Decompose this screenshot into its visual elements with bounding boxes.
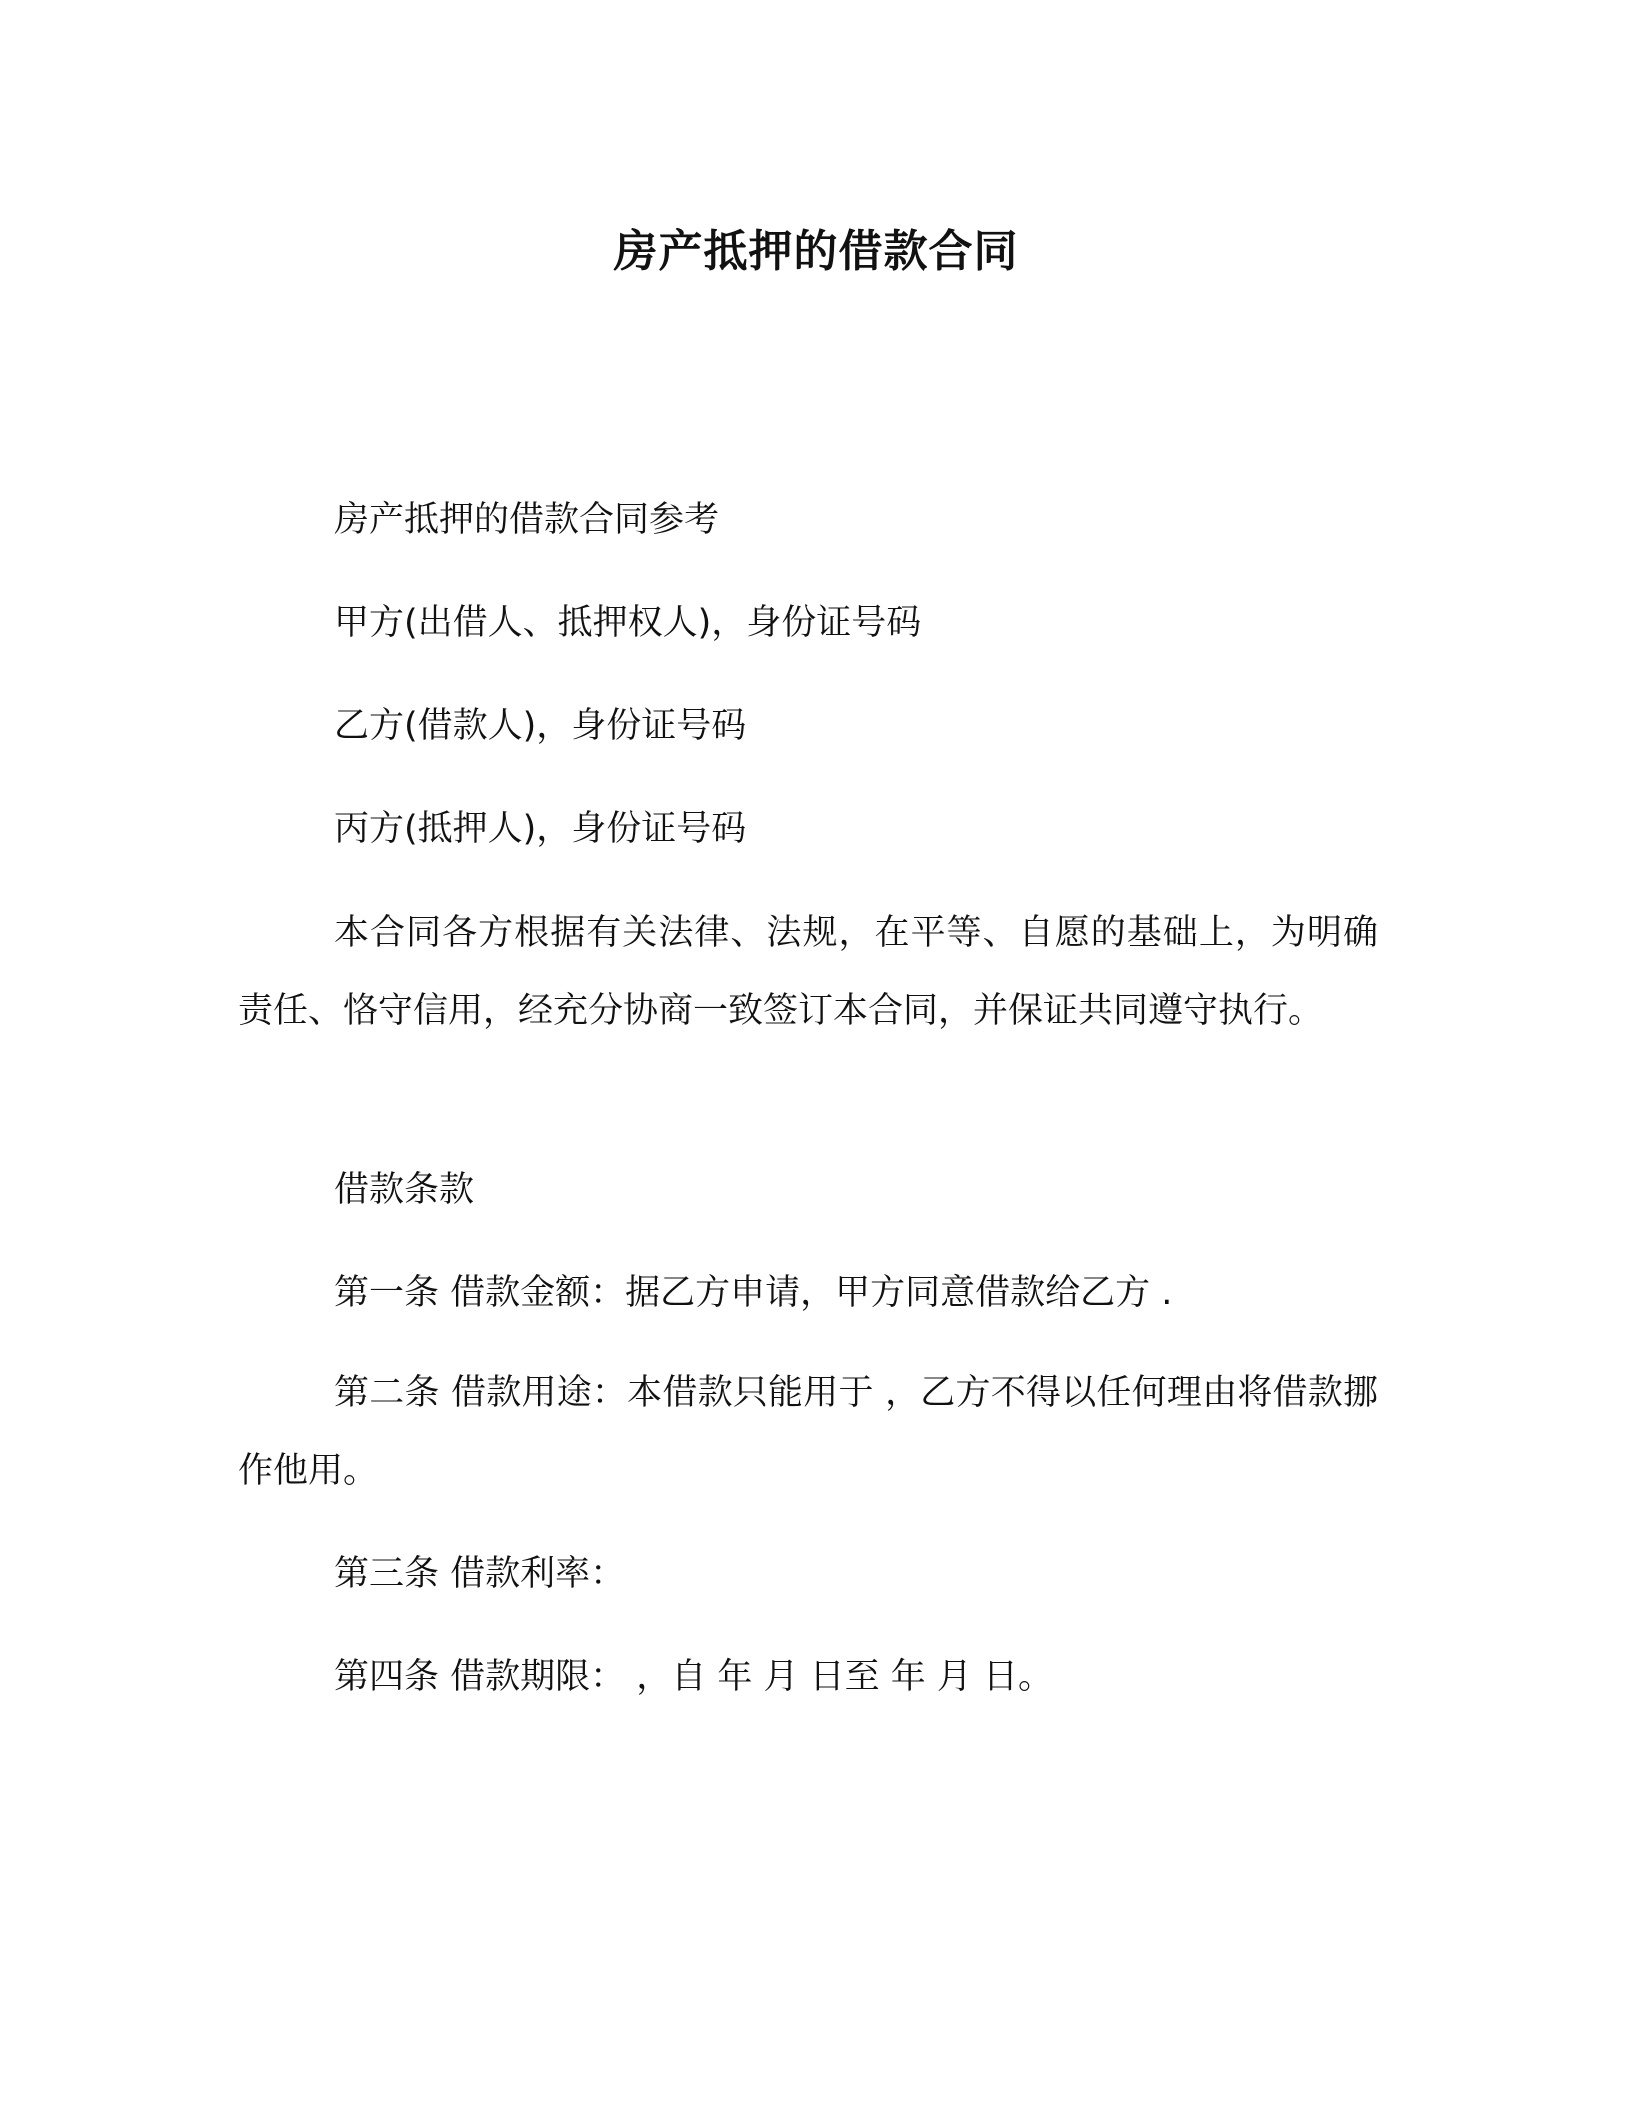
party-c-line: 丙方(抵押人)，身份证号码 [334,809,747,849]
section-heading: 借款条款 [334,1170,475,1210]
party-b-line: 乙方(借款人)，身份证号码 [334,706,747,746]
article-2: 第二条 借款用途：本借款只能用于 ，乙方不得以任何理由将借款挪作他用。 [238,1373,1378,1491]
party-a-line: 甲方(出借人、抵押权人)，身份证号码 [334,603,922,643]
article-3: 第三条 借款利率： [334,1554,626,1594]
document-subtitle: 房产抵押的借款合同参考 [334,500,720,540]
article-4: 第四条 借款期限： ，自 年 月 日至 年 月 日。 [334,1657,1054,1697]
preamble-paragraph: 本合同各方根据有关法律、法规，在平等、自愿的基础上，为明确责任、恪守信用，经充分协商一致签订本合同，并保证共同遵守执行。 [238,913,1378,1031]
article-1: 第一条 借款金额：据乙方申请，甲方同意借款给乙方 . [334,1273,1173,1313]
document-title: 房产抵押的借款合同 [613,226,1019,277]
